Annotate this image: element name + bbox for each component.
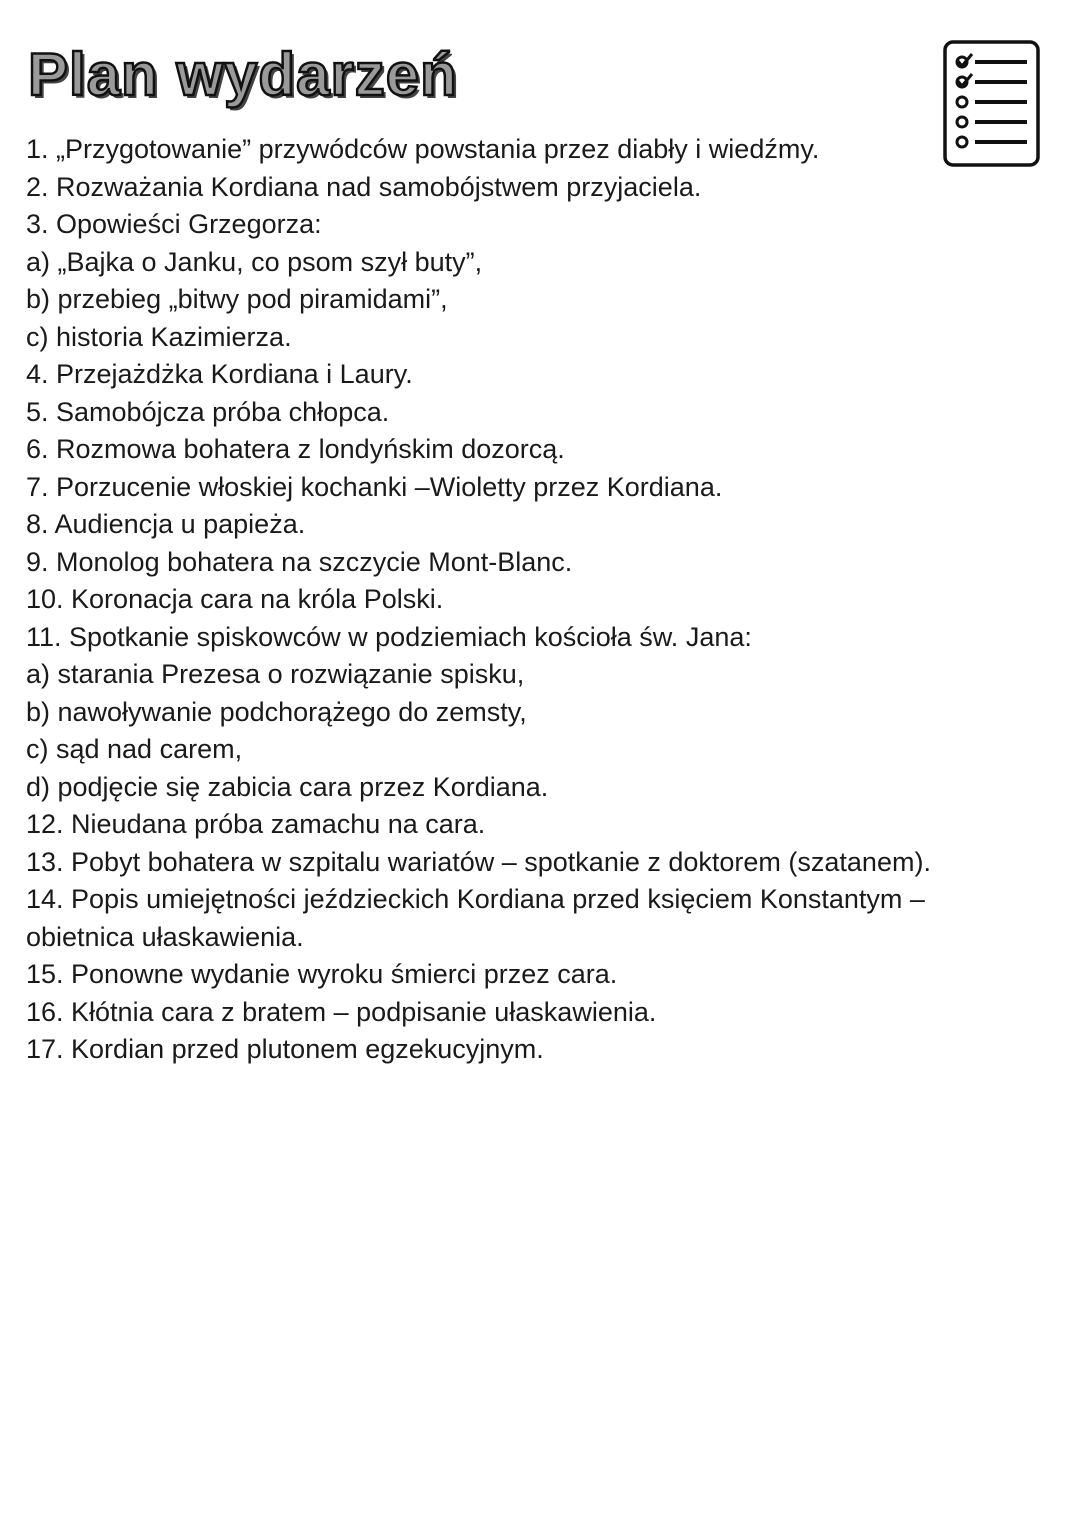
list-item: 10. Koronacja cara na króla Polski. bbox=[26, 584, 444, 614]
list-item: c) sąd nad carem, bbox=[26, 734, 243, 764]
list-item: 13. Pobyt bohatera w szpitalu wariatów – spotkanie z doktorem (szatanem). bbox=[26, 846, 931, 877]
list-item: 14. Popis umiejętności jeździeckich Kordiana przed księciem Konstantym – bbox=[26, 884, 925, 914]
list-item: 1. „Przygotowanie” przywódców powstania przez diabły i wiedźmy. bbox=[26, 134, 820, 164]
list-item: d) podjęcie się zabicia cara przez Kordiana. bbox=[26, 771, 549, 802]
list-item: 3. Opowieści Grzegorza: bbox=[26, 209, 322, 239]
list-item: 12. Nieudana próba zamachu na cara. bbox=[26, 809, 486, 839]
list-item: c) historia Kazimierza. bbox=[26, 321, 292, 352]
list-item: b) nawoływanie podchorążego do zemsty, bbox=[26, 696, 527, 727]
list-item: 16. Kłótnia cara z bratem – podpisanie ułaskawienia. bbox=[26, 996, 657, 1027]
list-item: 2. Rozważania Kordiana nad samobójstwem przyjaciela. bbox=[26, 171, 702, 202]
page-title: Plan wydarzeń bbox=[28, 41, 458, 108]
list-item: b) przebieg „bitwy pod piramidami”, bbox=[26, 284, 448, 314]
list-item: 9. Monolog bohatera na szczycie Mont-Blanc. bbox=[26, 546, 573, 577]
list-item: 5. Samobójcza próba chłopca. bbox=[26, 396, 390, 427]
list-item: a) starania Prezesa o rozwiązanie spisku, bbox=[26, 659, 525, 689]
list-item: a) „Bajka o Janku, co psom szył buty”, bbox=[26, 246, 483, 277]
list-item: 6. Rozmowa bohatera z londyńskim dozorcą. bbox=[26, 434, 565, 464]
list-item: 17. Kordian przed plutonem egzekucyjnym. bbox=[26, 1034, 544, 1064]
event-plan-list bbox=[26, 131, 1026, 1069]
list-item: 4. Przejażdżka Kordiana i Laury. bbox=[26, 359, 413, 389]
list-item: obietnica ułaskawienia. bbox=[26, 921, 304, 952]
list-item: 7. Porzucenie włoskiej kochanki –Wioletty przez Kordiana. bbox=[26, 471, 723, 502]
list-item: 15. Ponowne wydanie wyroku śmierci przez cara. bbox=[26, 959, 618, 989]
list-item: 8. Audiencja u papieża. bbox=[26, 509, 306, 539]
list-item: 11. Spotkanie spiskowców w podziemiach kościoła św. Jana: bbox=[26, 621, 752, 652]
